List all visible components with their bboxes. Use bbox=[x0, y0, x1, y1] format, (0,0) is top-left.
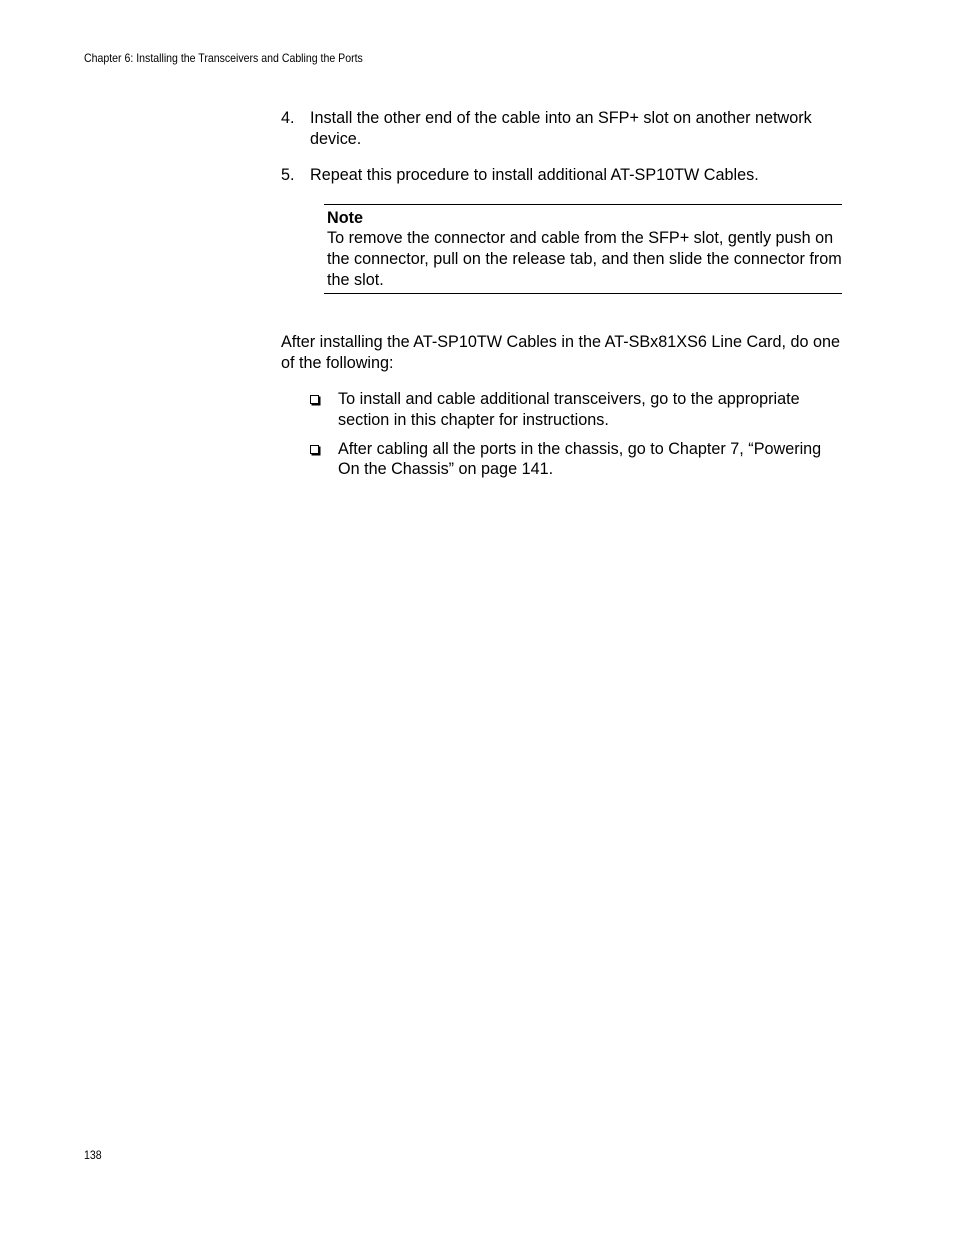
procedure-steps bbox=[281, 108, 846, 186]
list-item-text: After cabling all the ports in the chassis, go to Chapter 7, “Powering On the Chassis” on page 141. bbox=[338, 439, 822, 479]
step-5 bbox=[281, 165, 846, 186]
list-item bbox=[281, 389, 846, 430]
step-text: Install the other end of the cable into an SFP+ slot on another network device. bbox=[310, 109, 812, 148]
note-body: To remove the connector and cable from the SFP+ slot, gently push on the connector, pull on the release tab, and then slide the connector from the slot. bbox=[327, 229, 842, 289]
page-number: 138 bbox=[84, 1148, 102, 1162]
note-box bbox=[324, 204, 842, 294]
note-title: Note bbox=[327, 208, 363, 227]
list-item bbox=[281, 439, 846, 480]
checkbox-bullet-icon bbox=[310, 395, 319, 404]
step-text: Repeat this procedure to install additional AT-SP10TW Cables. bbox=[310, 166, 759, 185]
step-number: 4. bbox=[281, 109, 295, 127]
after-paragraph: After installing the AT-SP10TW Cables in the AT-SBx81XS6 Line Card, do one of the following: bbox=[281, 333, 841, 372]
step-4 bbox=[281, 108, 846, 149]
running-header: Chapter 6: Installing the Transceivers and Cabling the Ports bbox=[84, 51, 363, 65]
checkbox-bullet-icon bbox=[310, 445, 319, 454]
list-item-text: To install and cable additional transceivers, go to the appropriate section in this chapter for instructions. bbox=[338, 390, 800, 429]
next-steps-list bbox=[281, 389, 846, 479]
page-content bbox=[281, 108, 846, 488]
step-number: 5. bbox=[281, 166, 295, 185]
